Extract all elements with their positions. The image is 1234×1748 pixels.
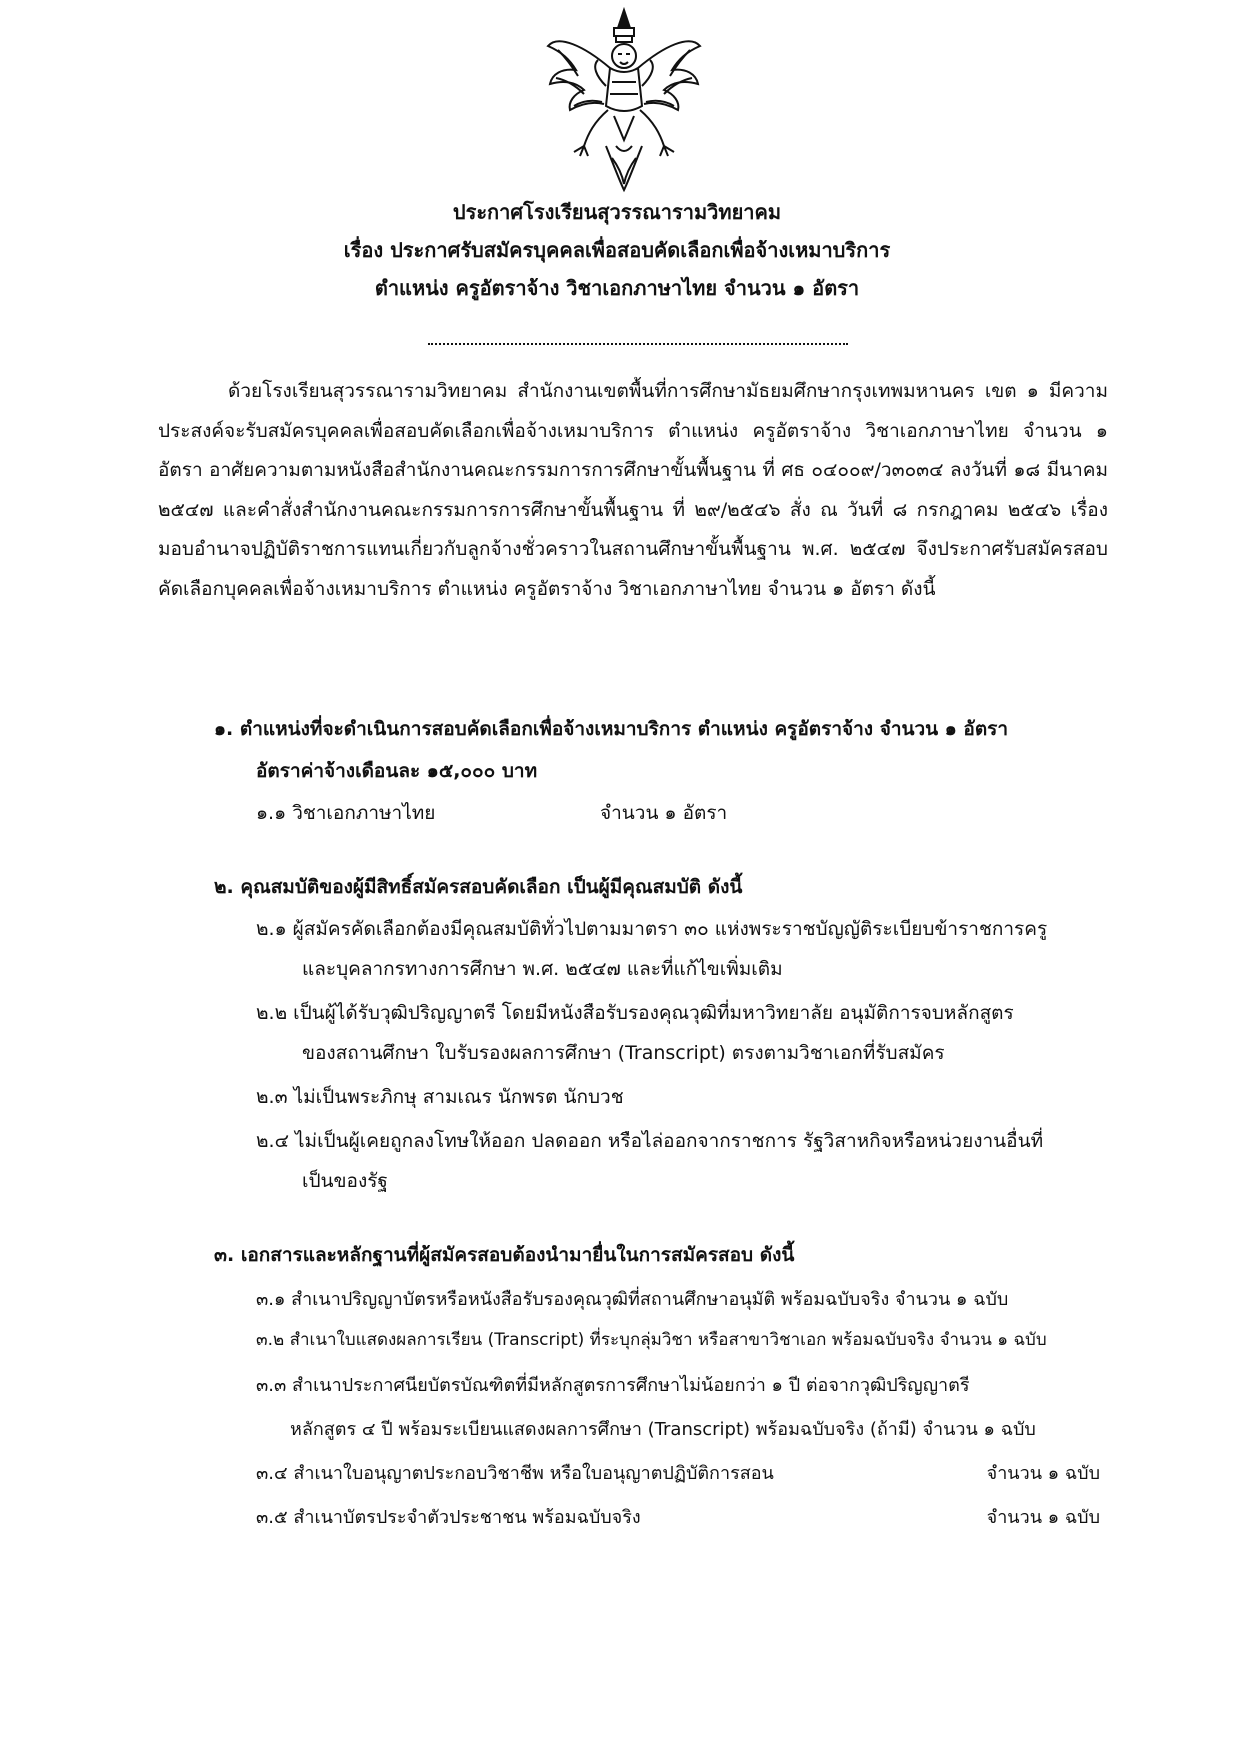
section3-item-4-count: จำนวน ๑ ฉบับ: [986, 1463, 1100, 1484]
section3-item-5: ๓.๕ สำเนาบัตรประจำตัวประชาชน พร้อมฉบับจริง: [256, 1507, 641, 1528]
section3-item-4: ๓.๔ สำเนาใบอนุญาตประกอบวิชาชีพ หรือใบอนุญาตปฏิบัติการสอน: [256, 1463, 774, 1484]
section2-item-4-cont: เป็นของรัฐ: [302, 1170, 388, 1192]
section2-item-1-cont: และบุคลากรทางการศึกษา พ.ศ. ๒๕๔๗ และที่แก้ไขเพิ่มเติม: [302, 958, 783, 980]
section3-item-3: ๓.๓ สำเนาประกาศนียบัตรบัณฑิตที่มีหลักสูตรการศึกษาไม่น้อยกว่า ๑ ปี ต่อจากวุฒิปริญญาตรี: [256, 1375, 970, 1396]
section1-heading: ๑. ตำแหน่งที่จะดำเนินการสอบคัดเลือกเพื่อจ้างเหมาบริการ ตำแหน่ง ครูอัตราจ้าง จำนวน ๑ อัตรา: [214, 718, 1009, 740]
section2-item-1: ๒.๑ ผู้สมัครคัดเลือกต้องมีคุณสมบัติทั่วไปตามมาตรา ๓๐ แห่งพระราชบัญญัติระเบียบข้าราชการครู: [256, 918, 1048, 940]
section3-item-2: ๓.๒ สำเนาใบแสดงผลการเรียน (Transcript) ที่ระบุกลุ่มวิชา หรือสาขาวิชาเอก พร้อมฉบับจริง จำนวน ๑ ฉบับ: [256, 1330, 1047, 1350]
section3-item-1: ๓.๑ สำเนาปริญญาบัตรหรือหนังสือรับรองคุณวุฒิที่สถานศึกษาอนุมัติ พร้อมฉบับจริง จำนวน ๑ ฉบับ: [256, 1289, 1009, 1310]
section2-item-3: ๒.๓ ไม่เป็นพระภิกษุ สามเณร นักพรต นักบวช: [256, 1086, 624, 1108]
section3-item-5-count: จำนวน ๑ ฉบับ: [986, 1507, 1100, 1528]
section3-heading: ๓. เอกสารและหลักฐานที่ผู้สมัครสอบต้องนำมายื่นในการสมัครสอบ ดังนี้: [214, 1244, 795, 1266]
section1-item-label: ๑.๑ วิชาเอกภาษาไทย: [256, 802, 436, 824]
section2-heading: ๒. คุณสมบัติของผู้มีสิทธิ์สมัครสอบคัดเลือก เป็นผู้มีคุณสมบัติ ดังนี้: [214, 876, 743, 898]
section2-item-4: ๒.๔ ไม่เป็นผู้เคยถูกลงโทษให้ออก ปลดออก หรือไล่ออกจากราชการ รัฐวิสาหกิจหรือหน่วยงานอื่นที่: [256, 1130, 1044, 1152]
document-position: ตำแหน่ง ครูอัตราจ้าง วิชาเอกภาษาไทย จำนวน ๑ อัตรา: [374, 276, 860, 300]
section2-item-2: ๒.๒ เป็นผู้ได้รับวุฒิปริญญาตรี โดยมีหนังสือรับรองคุณวุฒิที่มหาวิทยาลัย อนุมัติการจบหลักสูตร: [256, 1002, 1014, 1024]
section3-item-3-cont: หลักสูตร ๔ ปี พร้อมระเบียนแสดงผลการศึกษา (Transcript) พร้อมฉบับจริง (ถ้ามี) จำนวน ๑ ฉบับ: [290, 1419, 1036, 1440]
section2-item-2-cont: ของสถานศึกษา ใบรับรองผลการศึกษา (Transcript) ตรงตามวิชาเอกที่รับสมัคร: [302, 1042, 945, 1064]
intro-paragraph: [158, 372, 1108, 609]
intro-text: ด้วยโรงเรียนสุวรรณารามวิทยาคม สำนักงานเขตพื้นที่การศึกษามัธยมศึกษากรุงเทพมหานคร เขต ๑ มีความประสงค์จะรับสมัครบุคคลเพื่อสอบคัดเลือกเพื่อจ้างเหมาบริการ ตำแหน่ง ครูอัตราจ้าง วิชาเอกภาษาไทย จำนวน ๑ อัตรา อาศัยความตามหนังสือสำนักงานคณะกรรมการการศึกษาขั้นพื้นฐาน ที่ ศธ ๐๔๐๐๙/ว๓๐๓๔ ลงวันที่ ๑๘ มีนาคม ๒๕๔๗ และคำสั่งสำนักงานคณะกรรมการการศึกษาขั้นพื้นฐาน ที่ ๒๙/๒๕๔๖ สั่ง ณ วันที่ ๘ กรกฎาคม ๒๕๔๖ เรื่อง มอบอำนาจปฏิบัติราชการแทนเกี่ยวกับลูกจ้างชั่วคราวในสถานศึกษาขั้นพื้นฐาน พ.ศ. ๒๕๔๗ จึงประกาศรับสมัครสอบคัดเลือกบุคคลเพื่อจ้างเหมาบริการ ตำแหน่ง ครูอัตราจ้าง วิชาเอกภาษาไทย จำนวน ๑ อัตรา ดังนี้: [158, 380, 1108, 600]
title-separator: [428, 343, 848, 345]
section1-item-count: จำนวน ๑ อัตรา: [600, 802, 728, 824]
section1-heading-rate: อัตราค่าจ้างเดือนละ ๑๕,๐๐๐ บาท: [256, 760, 538, 782]
garuda-emblem-icon: [544, 6, 704, 194]
document-title: ประกาศโรงเรียนสุวรรณารามวิทยาคม: [452, 200, 782, 224]
document-subject: เรื่อง ประกาศรับสมัครบุคคลเพื่อสอบคัดเลือกเพื่อจ้างเหมาบริการ: [343, 238, 891, 262]
